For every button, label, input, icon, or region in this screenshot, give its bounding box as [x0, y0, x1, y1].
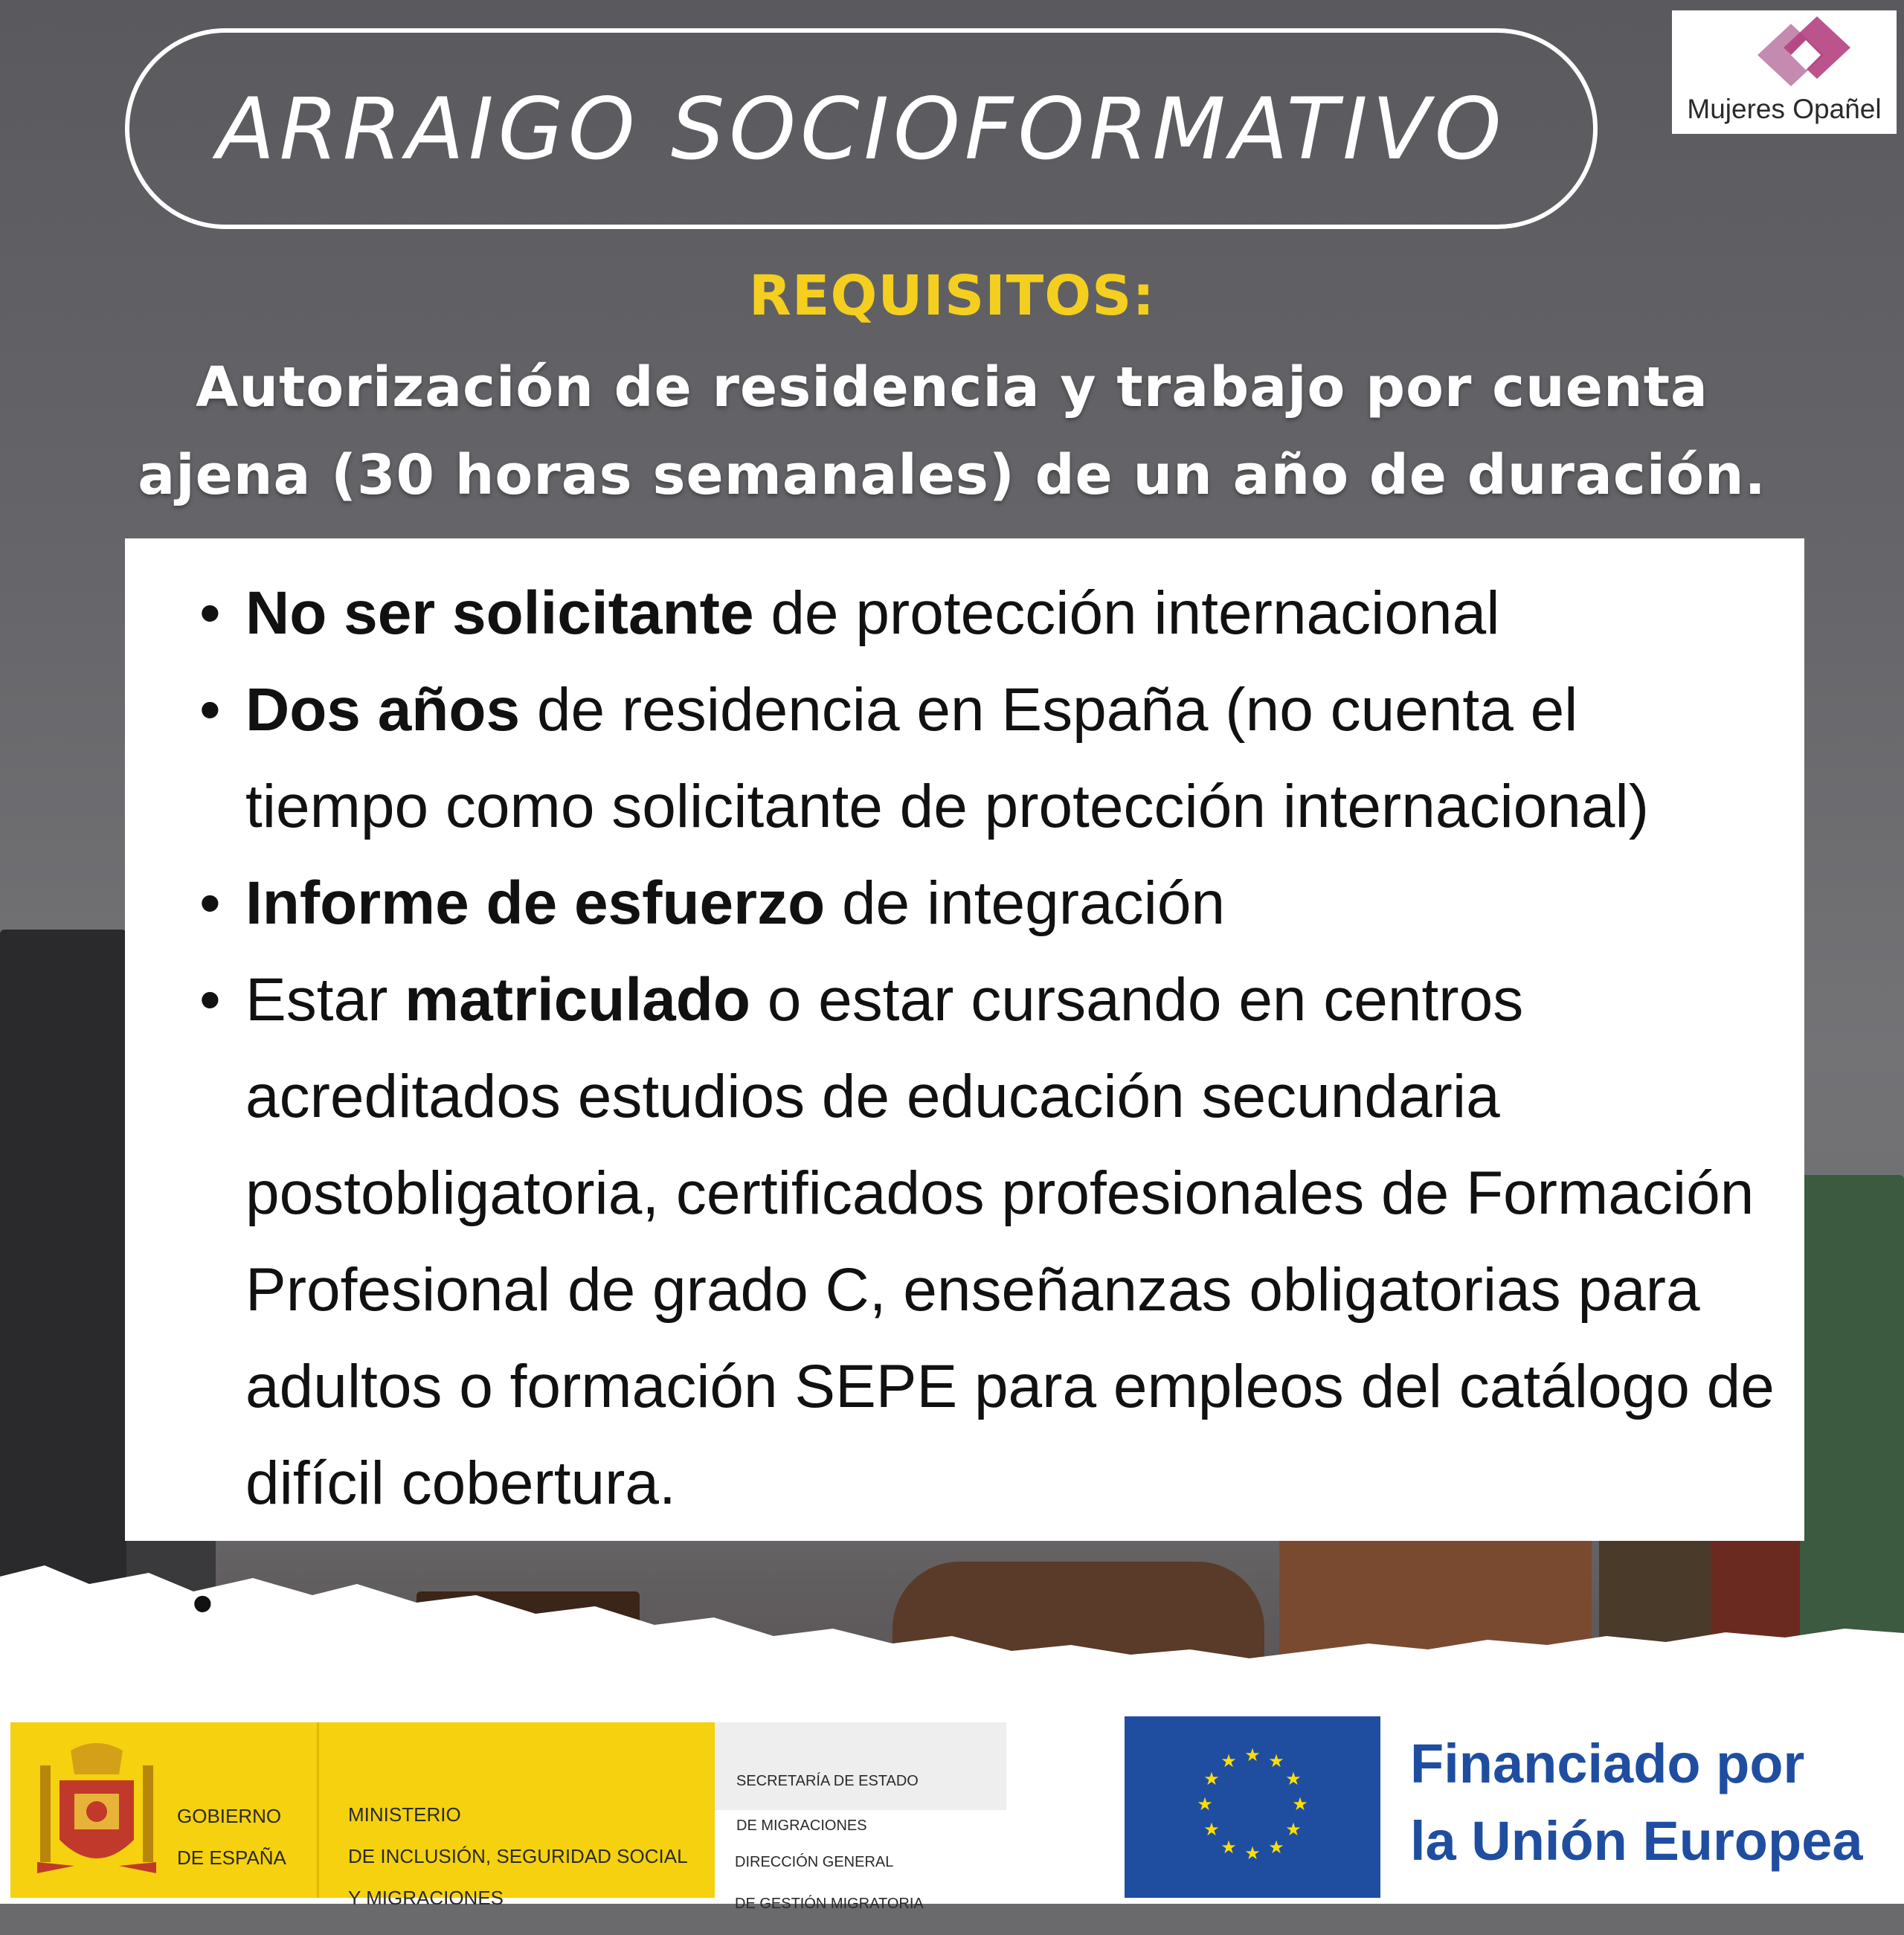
- gobierno-label: [177, 1785, 286, 1889]
- subtitle-line-2: ajena (30 horas semanales) de un año de duración.: [138, 443, 1766, 507]
- gobierno-line-2: DE ESPAÑA: [177, 1847, 286, 1869]
- eu-funding-label: [1410, 1725, 1886, 1880]
- item-bold: Informe de esfuerzo: [245, 869, 826, 937]
- gobierno-line-1: GOBIERNO: [177, 1805, 282, 1827]
- item-text: de integración: [825, 869, 1226, 937]
- item-bold: No ser solicitante: [245, 579, 754, 647]
- list-item: [199, 952, 1792, 1532]
- svg-text:★: ★: [1285, 1768, 1302, 1789]
- eu-flag-icon: [1125, 1716, 1380, 1898]
- svg-text:★: ★: [1220, 1751, 1237, 1771]
- direccion-line-2: DE GESTIÓN MIGRATORIA: [735, 1896, 924, 1912]
- svg-text:★: ★: [1285, 1819, 1302, 1840]
- eu-line-2: la Unión Europea: [1410, 1810, 1863, 1872]
- ministry-line-1: MINISTERIO: [348, 1803, 461, 1826]
- subtitle-line-1: Autorización de residencia y trabajo por cuenta: [196, 355, 1708, 419]
- svg-text:★: ★: [1268, 1751, 1284, 1771]
- eu-line-1: Financiado por: [1410, 1733, 1805, 1794]
- direccion-line-1: DIRECCIÓN GENERAL: [735, 1854, 894, 1870]
- ministry-line-3: Y MIGRACIONES: [348, 1887, 504, 1909]
- secretaria-line-1: SECRETARÍA DE ESTADO: [736, 1773, 919, 1789]
- spain-coat-of-arms-icon: [30, 1736, 164, 1884]
- bullet-icon: •: [199, 869, 221, 937]
- item-text: de protección internacional: [753, 579, 1500, 647]
- item-continuation: tiempo como solicitante de protección internacional): [245, 773, 1650, 840]
- item-continuation: acreditados estudios de educación secundaria: [245, 1063, 1500, 1130]
- svg-text:★: ★: [1244, 1745, 1261, 1765]
- bullet-icon: •: [199, 676, 221, 744]
- item-continuation: Profesional de grado C, enseñanzas obligatorias para: [245, 1256, 1700, 1324]
- svg-text:★: ★: [1197, 1794, 1213, 1815]
- item-continuation: adultos o formación SEPE para empleos del catálogo de: [245, 1353, 1775, 1420]
- list-item: [199, 662, 1792, 855]
- item-bold: Dos años: [245, 676, 521, 744]
- secretaria-line-2: DE MIGRACIONES: [736, 1818, 867, 1834]
- requirements-heading: REQUISITOS:: [748, 264, 1156, 328]
- item-text: o estar cursando en centros: [750, 966, 1524, 1034]
- svg-text:★: ★: [1220, 1837, 1237, 1858]
- svg-text:★: ★: [1244, 1843, 1261, 1864]
- list-item: [199, 565, 1792, 662]
- svg-text:★: ★: [1203, 1768, 1220, 1789]
- eu-stars-icon: [1125, 1716, 1380, 1898]
- item-continuation: postobligatoria, certificados profesionales de Formación: [245, 1159, 1755, 1227]
- page-title: ARRAIGO SOCIOFORMATIVO: [216, 79, 1506, 178]
- bullet-icon: •: [199, 966, 221, 1034]
- logo-diamond-icon: [1672, 10, 1897, 100]
- logo-text: Mujeres Opañel: [1687, 94, 1882, 124]
- list-item: [199, 855, 1792, 952]
- svg-text:★: ★: [1292, 1794, 1308, 1815]
- svg-text:★: ★: [1203, 1819, 1220, 1840]
- requirements-subtitle: [45, 344, 1859, 519]
- ministry-line-2: DE INCLUSIÓN, SEGURIDAD SOCIAL: [348, 1845, 688, 1867]
- item-text: de residencia en España (no cuenta el: [520, 676, 1578, 744]
- direccion-label: [735, 1831, 924, 1935]
- item-continuation: difícil cobertura.: [245, 1449, 676, 1517]
- svg-text:★: ★: [1268, 1837, 1284, 1858]
- item-bold: matriculado: [405, 966, 750, 1034]
- stray-bullet-icon: •: [192, 1570, 213, 1638]
- gobierno-divider: [317, 1722, 319, 1898]
- requirements-list: [199, 565, 1792, 1532]
- bullet-icon: •: [199, 579, 221, 647]
- item-prefix: Estar: [245, 966, 405, 1034]
- ministry-label: [348, 1783, 688, 1929]
